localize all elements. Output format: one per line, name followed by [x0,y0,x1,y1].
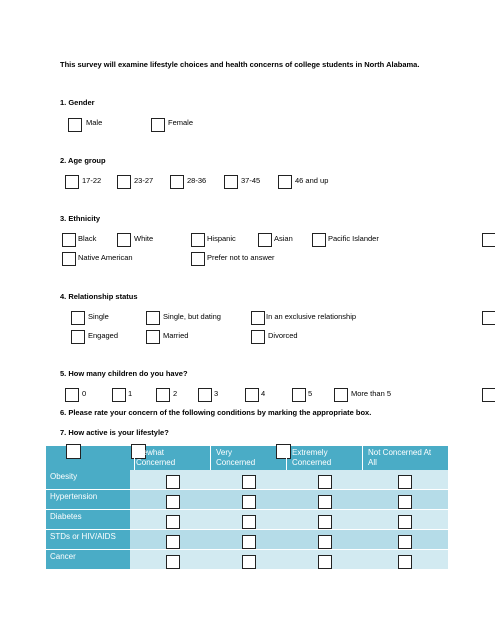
header-checkbox-corner[interactable] [66,444,81,459]
status-married-checkbox[interactable] [146,330,160,344]
q1-title: 1. Gender [60,98,95,107]
q7-title: 7. How active is your lifestyle? [60,428,169,437]
children-1-label: 1 [128,389,133,398]
rating-checkbox[interactable] [318,555,332,569]
status-divorced-checkbox[interactable] [251,330,265,344]
rating-checkbox[interactable] [398,515,412,529]
ethnicity-native-american-checkbox[interactable] [62,252,76,266]
age-17-22-checkbox[interactable] [65,175,79,189]
gender-female-checkbox[interactable] [151,118,165,132]
ethnicity-hispanic-label: Hispanic [207,234,236,243]
rating-checkbox[interactable] [318,515,332,529]
q2-title: 2. Age group [60,156,106,165]
children-3-label: 3 [214,389,219,398]
status-dating-checkbox[interactable] [146,311,160,325]
ethnicity-pacific-islander-label: Pacific Islander [328,234,379,243]
children-4-checkbox[interactable] [245,388,259,402]
ethnicity-black-label: Black [78,234,97,243]
age-37-45-label: 37-45 [241,176,261,185]
header-somewhat-concerned: mewhat Concerned [136,448,176,467]
age-28-36-label: 28-36 [187,176,207,185]
status-engaged-label: Engaged [88,331,119,340]
children-5-label: 5 [308,389,313,398]
rating-checkbox[interactable] [242,495,256,509]
header-very-concerned: Very Concerned [216,448,256,467]
children-more-label: More than 5 [351,389,392,398]
status-edge-checkbox[interactable] [482,311,495,325]
ethnicity-pacific-islander-checkbox[interactable] [312,233,326,247]
rating-checkbox[interactable] [242,515,256,529]
age-46-up-checkbox[interactable] [278,175,292,189]
rating-checkbox[interactable] [166,535,180,549]
children-4-label: 4 [261,389,266,398]
status-dating-label: Single, but dating [163,312,221,321]
ethnicity-edge-checkbox[interactable] [482,233,495,247]
children-5-checkbox[interactable] [292,388,306,402]
ethnicity-hispanic-checkbox[interactable] [191,233,205,247]
rating-checkbox[interactable] [242,535,256,549]
rating-checkbox[interactable] [166,475,180,489]
ethnicity-asian-label: Asian [274,234,293,243]
status-single-label: Single [88,312,109,321]
q5-title: 5. How many children do you have? [60,369,188,378]
row-label: Hypertension [46,490,130,509]
ethnicity-white-label: White [134,234,154,243]
header-not-concerned: Not Concerned At All [368,448,432,467]
status-engaged-checkbox[interactable] [71,330,85,344]
children-more-checkbox[interactable] [334,388,348,402]
row-label: Obesity [46,470,130,489]
rating-checkbox[interactable] [166,495,180,509]
row-label: STDs or HIV/AIDS [46,530,130,549]
rating-checkbox[interactable] [166,515,180,529]
children-0-label: 0 [82,389,87,398]
ethnicity-asian-checkbox[interactable] [258,233,272,247]
survey-intro: This survey will examine lifestyle choices and health concerns of college students in North Alabama. [60,60,420,69]
age-28-36-checkbox[interactable] [170,175,184,189]
ethnicity-prefer-not-checkbox[interactable] [191,252,205,266]
age-23-27-label: 23-27 [134,176,154,185]
status-exclusive-checkbox[interactable] [251,311,265,325]
children-1-checkbox[interactable] [112,388,126,402]
rating-checkbox[interactable] [318,535,332,549]
status-single-checkbox[interactable] [71,311,85,325]
status-married-label: Married [163,331,189,340]
rating-checkbox[interactable] [398,535,412,549]
rating-checkbox[interactable] [166,555,180,569]
row-label: Diabetes [46,510,130,529]
age-46-up-label: 46 and up [295,176,329,185]
children-0-checkbox[interactable] [65,388,79,402]
gender-female-label: Female [168,118,194,127]
header-checkbox-extremely[interactable] [276,444,291,459]
ethnicity-black-checkbox[interactable] [62,233,76,247]
gender-male-checkbox[interactable] [68,118,82,132]
children-3-checkbox[interactable] [198,388,212,402]
q4-title: 4. Relationship status [60,292,138,301]
ethnicity-native-american-label: Native American [78,253,133,262]
q3-title: 3. Ethnicity [60,214,101,223]
rating-checkbox[interactable] [318,495,332,509]
ethnicity-prefer-not-label: Prefer not to answer [207,253,275,262]
rating-checkbox[interactable] [398,495,412,509]
ethnicity-white-checkbox[interactable] [117,233,131,247]
age-23-27-checkbox[interactable] [117,175,131,189]
rating-checkbox[interactable] [242,555,256,569]
status-exclusive-label: In an exclusive relationship [266,312,357,321]
row-label: Cancer [46,550,130,569]
children-edge-checkbox[interactable] [482,388,495,402]
rating-checkbox[interactable] [318,475,332,489]
q6-title: 6. Please rate your concern of the following conditions by marking the appropriate box. [60,408,372,417]
children-2-label: 2 [173,389,178,398]
status-divorced-label: Divorced [268,331,298,340]
gender-male-label: Male [86,118,103,127]
rating-checkbox[interactable] [242,475,256,489]
children-2-checkbox[interactable] [156,388,170,402]
header-extremely-concerned: Extremely Concerned [292,448,332,467]
age-17-22-label: 17-22 [82,176,102,185]
rating-checkbox[interactable] [398,555,412,569]
rating-checkbox[interactable] [398,475,412,489]
age-37-45-checkbox[interactable] [224,175,238,189]
